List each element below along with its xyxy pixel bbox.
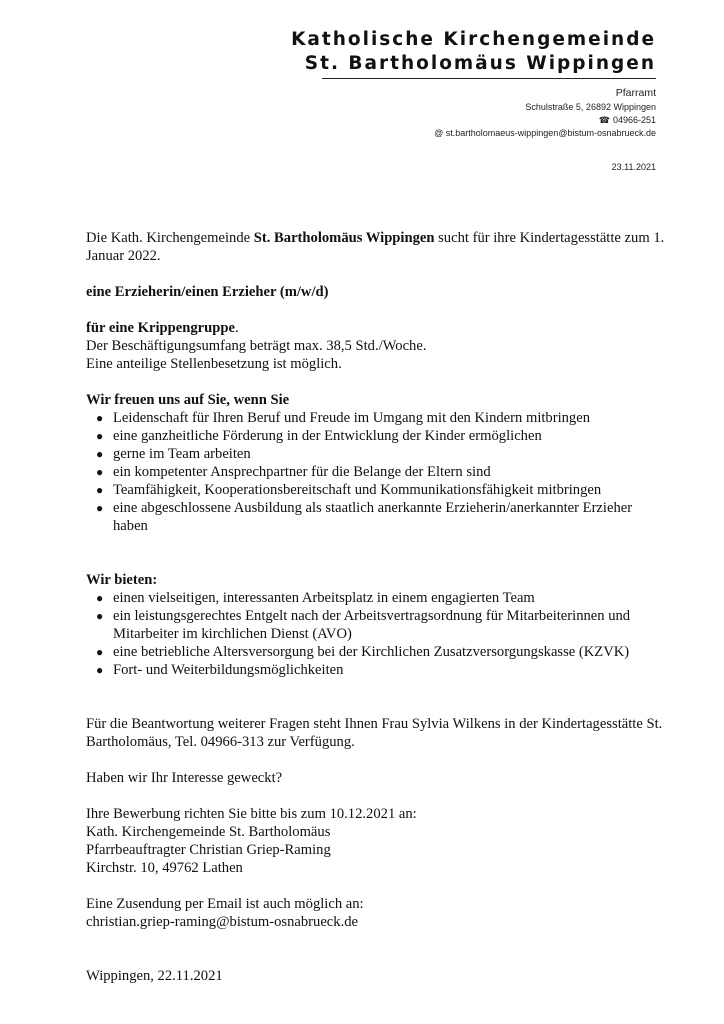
contact-block <box>434 86 656 140</box>
list-item <box>86 445 666 463</box>
list-item-text: einen vielseitigen, interessanten Arbeitsplatz in einem engagierten Team <box>113 590 535 606</box>
application-email[interactable]: christian.griep-raming@bistum-osnabrueck.de <box>86 914 358 930</box>
bullet-icon: ● <box>96 483 104 497</box>
application-intro: Ihre Bewerbung richten Sie bitte bis zum 10.12.2021 an: <box>86 806 417 822</box>
parish-name-line2: St. Bartholomäus Wippingen <box>304 53 656 74</box>
questions-paragraph: Für die Beantwortung weiterer Fragen steht Ihnen Frau Sylvia Wilkens in der Kindertagesstätte St. Bartholomäus, Tel. 04966-313 zur Verfügung. <box>86 716 663 750</box>
requirements-list <box>86 409 666 535</box>
parish-name-line1: Katholische Kirchengemeinde <box>291 29 656 50</box>
bullet-icon: ● <box>96 663 104 677</box>
email-application-intro: Eine Zusendung per Email ist auch möglich an: <box>86 896 364 912</box>
list-item-text: Fort- und Weiterbildungsmöglichkeiten <box>113 662 344 678</box>
list-item-text: Leidenschaft für Ihren Beruf und Freude im Umgang mit den Kindern mitbringen <box>113 410 591 426</box>
letter-date: 23.11.2021 <box>611 162 656 172</box>
list-item-text: ein kompetenter Ansprechpartner für die Belange der Eltern sind <box>113 464 491 480</box>
part-time-line: Eine anteilige Stellenbesetzung ist möglich. <box>86 356 342 372</box>
list-item-text: gerne im Team arbeiten <box>113 446 251 462</box>
bullet-icon: ● <box>96 447 104 461</box>
group-suffix: . <box>234 320 239 336</box>
requirements-heading <box>86 391 666 409</box>
phone-line <box>434 114 656 127</box>
intro-text-end: sucht für ihre Kindertagesstätte zum 1. Januar 2022. <box>86 230 665 264</box>
list-item <box>86 427 666 445</box>
hours-line: Der Beschäftigungsumfang beträgt max. 38,5 Std./Woche. <box>86 338 427 354</box>
bullet-icon: ● <box>96 591 104 605</box>
group-line <box>86 319 666 337</box>
office-label: Pfarramt <box>615 87 656 99</box>
bullet-icon: ● <box>96 429 104 443</box>
at-icon: @ <box>434 128 444 138</box>
bullet-icon: ● <box>96 411 104 425</box>
application-address-line: Pfarrbeauftragter Christian Griep-Raming <box>86 842 331 858</box>
list-item-text: eine betriebliche Altersversorgung bei der Kirchlichen Zusatzversorgungskasse (KZVK) <box>113 644 630 660</box>
requirements-heading-text: Wir freuen uns auf Sie, wenn Sie <box>86 392 290 408</box>
list-item <box>86 589 666 607</box>
list-item-text: Teamfähigkeit, Kooperationsbereitschaft und Kommunikationsfähigkeit mitbringen <box>113 482 602 498</box>
list-item <box>86 481 666 499</box>
phone-icon: ☎ <box>598 115 610 125</box>
intro-paragraph <box>86 229 666 265</box>
application-address-line: Kath. Kirchengemeinde St. Bartholomäus <box>86 824 331 840</box>
letterhead <box>291 28 656 76</box>
contact-email[interactable]: st.bartholomaeus-wippingen@bistum-osnabrueck.de <box>445 128 656 138</box>
list-item <box>86 463 666 481</box>
list-item-text: ein leistungsgerechtes Entgelt nach der Arbeitsvertragsordnung für Mitarbeiterinnen und Mitarbeiter im kirchlichen Dienst (AVO) <box>113 608 631 642</box>
position-title-text: eine Erzieherin/einen Erzieher (m/w/d) <box>86 284 329 300</box>
application-address-line: Kirchstr. 10, 49762 Lathen <box>86 860 243 876</box>
list-item <box>86 409 666 427</box>
list-item <box>86 643 666 661</box>
list-item-text: eine abgeschlossene Ausbildung als staatlich anerkannte Erzieherin/anerkannter Erzieher haben <box>113 500 633 534</box>
list-item <box>86 607 666 643</box>
parish-name-bold: St. Bartholomäus Wippingen <box>253 230 435 246</box>
intro-text-start: Die Kath. Kirchengemeinde <box>86 230 254 246</box>
offers-list <box>86 589 666 679</box>
list-item-text: eine ganzheitliche Förderung in der Entwicklung der Kinder ermöglichen <box>113 428 542 444</box>
list-item <box>86 661 666 679</box>
offers-heading-text: Wir bieten: <box>86 572 158 588</box>
phone-number: 04966-251 <box>612 115 656 125</box>
bullet-icon: ● <box>96 645 104 659</box>
bullet-icon: ● <box>96 609 104 623</box>
job-posting-body <box>86 229 666 985</box>
offers-heading <box>86 571 666 589</box>
email-line[interactable] <box>434 127 656 140</box>
address: Schulstraße 5, 26892 Wippingen <box>525 102 656 112</box>
list-item <box>86 499 666 535</box>
group-text: für eine Krippengruppe <box>86 320 235 336</box>
letterhead-divider <box>322 78 656 79</box>
closing-place-date: Wippingen, 22.11.2021 <box>86 968 223 984</box>
position-title <box>86 283 666 301</box>
interest-question: Haben wir Ihr Interesse geweckt? <box>86 770 283 786</box>
bullet-icon: ● <box>96 465 104 479</box>
bullet-icon: ● <box>96 501 104 515</box>
